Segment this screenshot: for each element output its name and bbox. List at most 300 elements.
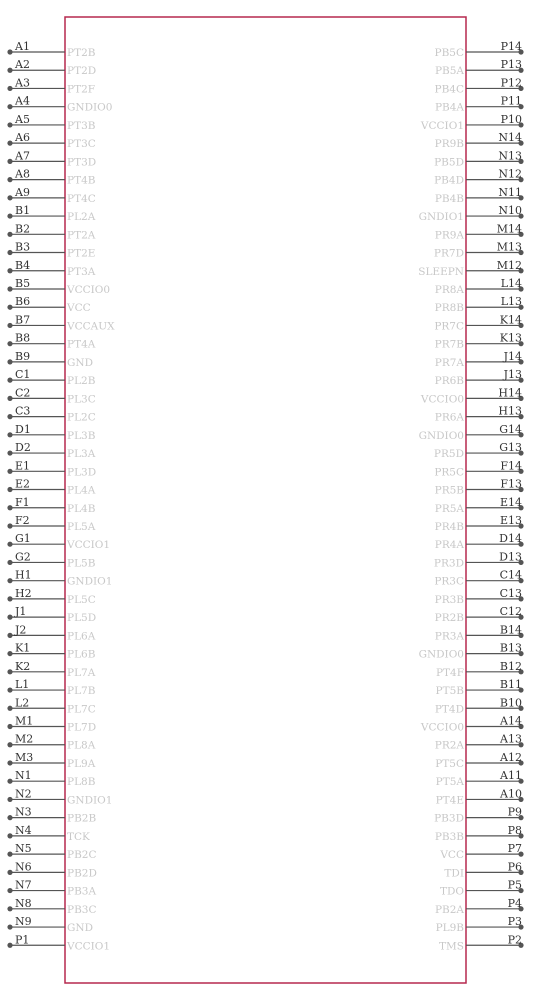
pin-endpoint-dot	[7, 286, 12, 291]
pin-number: C13	[499, 586, 522, 600]
pin-number: A9	[15, 185, 30, 199]
pin-number: N5	[15, 842, 32, 856]
pin-name: GNDIO0	[67, 101, 113, 114]
pin-name: PR6A	[434, 411, 464, 424]
pin-name: TDO	[439, 885, 464, 898]
pin-name: PR8A	[434, 283, 464, 296]
pin-name: PR2A	[434, 739, 464, 752]
left-pin	[7, 860, 96, 879]
right-pin	[420, 113, 524, 132]
pin-name: PB3B	[434, 830, 464, 843]
pin-number: H2	[15, 586, 32, 600]
right-pin	[434, 168, 523, 187]
pin-name: PT4B	[67, 174, 96, 187]
pin-number: E13	[499, 513, 522, 527]
pin-name: PL3C	[67, 393, 96, 406]
pin-endpoint-dot	[7, 232, 12, 237]
right-pin	[435, 532, 524, 551]
pin-number: B2	[15, 222, 31, 236]
pin-endpoint-dot	[7, 450, 12, 455]
right-pin	[435, 514, 524, 533]
pin-name: PT5C	[435, 757, 464, 770]
pin-name: TMS	[439, 940, 464, 953]
left-pin	[7, 623, 95, 642]
pin-number: C3	[15, 404, 31, 418]
pin-number: B3	[15, 240, 31, 254]
pin-name: PL4B	[67, 502, 96, 515]
right-pin	[435, 605, 524, 624]
pin-name: PL5D	[67, 612, 97, 625]
pin-endpoint-dot	[7, 414, 12, 419]
left-pin	[7, 40, 95, 59]
right-pin	[435, 332, 524, 351]
left-pin	[7, 423, 95, 442]
pin-endpoint-dot	[7, 104, 12, 109]
pin-number: P5	[507, 878, 522, 892]
right-pin	[420, 715, 524, 734]
pin-number: A12	[500, 750, 522, 764]
pin-number: H13	[498, 404, 522, 418]
pin-name: PL6B	[67, 648, 96, 661]
pin-endpoint-dot	[7, 122, 12, 127]
right-pin	[435, 405, 524, 424]
pin-endpoint-dot	[7, 542, 12, 547]
pin-number: L14	[500, 276, 522, 290]
pin-endpoint-dot	[7, 250, 12, 255]
pin-endpoint-dot	[7, 560, 12, 565]
pin-endpoint-dot	[7, 852, 12, 857]
right-pin	[434, 313, 523, 332]
pin-name: VCCIO0	[420, 721, 464, 734]
pin-name: VCCAUX	[67, 320, 115, 333]
pin-name: PR2B	[434, 612, 464, 625]
pin-number: D14	[499, 532, 522, 546]
pin-name: PL2C	[67, 411, 96, 424]
pin-name: PB3D	[434, 812, 464, 825]
left-pin	[7, 879, 96, 898]
pin-number: C2	[15, 386, 31, 400]
pin-number: P9	[507, 805, 522, 819]
left-pin	[7, 131, 95, 150]
right-pin	[436, 660, 524, 679]
pin-endpoint-dot	[7, 341, 12, 346]
pin-name: PT4D	[434, 703, 464, 716]
pin-number: C12	[499, 605, 522, 619]
right-pin	[440, 879, 524, 898]
right-pin	[435, 186, 524, 205]
right-pin	[419, 642, 524, 661]
pin-endpoint-dot	[7, 888, 12, 893]
pin-number: P1	[15, 933, 30, 947]
pin-endpoint-dot	[7, 396, 12, 401]
pin-name: PR3D	[433, 557, 464, 570]
pin-number: N6	[15, 860, 32, 874]
pin-number: G2	[15, 550, 31, 564]
pin-name: VCC	[67, 302, 91, 315]
pin-number: J1	[15, 605, 27, 619]
pin-endpoint-dot	[7, 469, 12, 474]
right-pin	[434, 806, 523, 825]
pin-endpoint-dot	[7, 195, 12, 200]
pin-endpoint-dot	[7, 706, 12, 711]
pin-number: B11	[499, 678, 522, 692]
pin-number: B4	[15, 258, 31, 272]
pin-endpoint-dot	[7, 596, 12, 601]
pin-name: PR9B	[434, 138, 464, 151]
pin-number: B8	[15, 331, 31, 345]
pin-endpoint-dot	[7, 615, 12, 620]
pin-number: N3	[15, 805, 32, 819]
pin-name: PT2B	[67, 47, 96, 59]
pin-endpoint-dot	[7, 906, 12, 911]
left-pin	[7, 186, 95, 205]
left-pin	[7, 386, 95, 405]
right-pin	[436, 678, 524, 697]
pin-number: L2	[15, 696, 30, 710]
right-pin	[434, 149, 523, 168]
pin-number: M12	[496, 258, 522, 272]
pin-name: TCK	[67, 830, 90, 843]
pin-number: N13	[498, 149, 522, 163]
pin-endpoint-dot	[7, 141, 12, 146]
pin-name: SLEEPN	[418, 265, 464, 278]
pin-number: A10	[500, 787, 522, 801]
pin-name: PT3B	[67, 119, 96, 132]
left-pin	[7, 496, 95, 515]
left-pin	[7, 769, 95, 788]
pin-name: PL3D	[67, 466, 97, 479]
right-pin	[435, 623, 524, 642]
right-pin	[435, 295, 524, 314]
left-pin	[7, 459, 96, 478]
pin-endpoint-dot	[7, 432, 12, 437]
pin-number: L1	[15, 678, 30, 692]
pin-name: PL9B	[435, 922, 464, 935]
left-pin	[7, 277, 110, 296]
pin-number: D1	[15, 422, 31, 436]
pin-endpoint-dot	[7, 760, 12, 765]
pin-number: J2	[15, 623, 27, 637]
pin-number: B14	[499, 623, 522, 637]
left-pin	[7, 222, 95, 241]
pin-number: N11	[498, 185, 522, 199]
pin-number: A3	[15, 76, 30, 90]
pin-endpoint-dot	[7, 68, 12, 73]
left-pin	[7, 168, 95, 187]
pin-endpoint-dot	[7, 943, 12, 948]
pin-name: PL5B	[67, 557, 96, 570]
left-pin	[7, 441, 95, 460]
pin-name: GND	[67, 356, 93, 369]
pin-endpoint-dot	[7, 633, 12, 638]
pin-number: N8	[15, 896, 32, 910]
pin-endpoint-dot	[7, 797, 12, 802]
right-pin	[435, 587, 524, 606]
pin-name: PL2A	[67, 211, 96, 224]
right-pin	[434, 459, 523, 478]
pin-name: GNDIO1	[67, 794, 113, 807]
pin-number: N10	[498, 204, 522, 218]
right-pin	[435, 496, 524, 515]
pin-number: E14	[499, 495, 522, 509]
pin-number: K14	[499, 313, 522, 327]
pin-name: VCC	[440, 849, 464, 862]
right-pin	[435, 95, 524, 114]
pin-number: B5	[15, 276, 31, 290]
pin-number: B9	[15, 349, 31, 363]
left-pin	[7, 787, 112, 806]
pin-name: PT3A	[67, 265, 96, 278]
pin-number: E2	[15, 477, 31, 491]
left-pin	[7, 259, 95, 278]
left-pin	[7, 58, 96, 77]
left-pin	[7, 678, 95, 697]
pin-number: E1	[15, 459, 31, 473]
pin-number: H1	[15, 568, 32, 582]
pin-number: N4	[15, 823, 32, 837]
pin-name: PB2D	[67, 867, 97, 880]
left-pin	[7, 569, 112, 588]
pin-number: A5	[15, 112, 30, 126]
right-pin	[434, 241, 524, 260]
pin-name: PR5B	[434, 484, 464, 497]
right-pin	[419, 204, 524, 223]
right-pin	[436, 787, 524, 806]
pin-number: D13	[499, 550, 522, 564]
pin-number: K1	[15, 641, 31, 655]
pin-name: PB5A	[434, 65, 464, 78]
pin-number: F1	[15, 495, 30, 509]
right-pin	[435, 478, 524, 497]
pin-number: L13	[500, 295, 522, 309]
pin-name: PT4E	[435, 794, 464, 807]
pin-endpoint-dot	[7, 49, 12, 54]
pin-endpoint-dot	[7, 779, 12, 784]
pin-name: PR7B	[434, 338, 464, 351]
right-pin	[436, 769, 524, 788]
pin-number: A11	[500, 769, 522, 783]
left-pin	[7, 696, 95, 715]
pin-name: PL7B	[67, 685, 96, 698]
pin-number: N1	[15, 769, 32, 783]
pin-number: N9	[15, 915, 32, 929]
pin-name: PT2A	[67, 229, 96, 242]
pin-endpoint-dot	[7, 323, 12, 328]
right-pin	[435, 897, 524, 916]
pin-number: H14	[498, 386, 522, 400]
pin-name: PR3B	[434, 593, 464, 606]
left-pin	[7, 897, 96, 916]
pin-name: PL7D	[67, 721, 97, 734]
pin-name: PT5B	[435, 685, 464, 698]
pin-number: N14	[498, 131, 522, 145]
left-pin	[7, 733, 95, 752]
pin-name: PL7A	[67, 666, 96, 679]
right-pin	[435, 751, 523, 770]
left-pin-column	[7, 40, 115, 952]
pin-name: VCCIO0	[67, 283, 111, 296]
pin-number: M2	[15, 732, 34, 746]
pin-name: PB2C	[67, 849, 97, 862]
pin-number: M14	[496, 222, 522, 236]
pin-number: A4	[15, 94, 30, 108]
pin-name: TDI	[444, 867, 464, 880]
pin-name: PL3B	[67, 429, 96, 442]
pin-number: P8	[507, 823, 522, 837]
pin-endpoint-dot	[7, 924, 12, 929]
pin-number: B7	[15, 313, 31, 327]
pin-number: P4	[507, 896, 522, 910]
pin-number: K2	[15, 659, 31, 673]
pin-name: VCCIO0	[420, 393, 464, 406]
pin-name: PR5C	[434, 466, 464, 479]
left-pin	[7, 660, 95, 679]
left-pin	[7, 824, 90, 843]
right-pin	[418, 259, 523, 278]
pin-endpoint-dot	[7, 523, 12, 528]
right-pin	[439, 933, 524, 952]
right-pin	[435, 350, 524, 369]
pin-endpoint-dot	[7, 505, 12, 510]
pin-endpoint-dot	[7, 86, 12, 91]
left-pin	[7, 95, 112, 114]
left-pin	[7, 715, 96, 734]
pin-endpoint-dot	[7, 687, 12, 692]
pin-number: D2	[15, 441, 31, 455]
right-pin	[444, 860, 523, 879]
pin-name: PT2D	[67, 65, 97, 78]
pin-number: B12	[499, 659, 522, 673]
pin-number: P10	[500, 112, 522, 126]
pin-number: N12	[498, 167, 522, 181]
right-pin	[434, 569, 523, 588]
pin-number: F13	[500, 477, 522, 491]
left-pin	[7, 332, 95, 351]
right-pin	[435, 824, 524, 843]
pin-name: PT4A	[67, 338, 96, 351]
left-pin	[7, 842, 96, 861]
pin-endpoint-dot	[7, 359, 12, 364]
pin-number: J13	[503, 368, 522, 382]
pin-name: PR9A	[434, 229, 464, 242]
right-pin	[436, 915, 524, 934]
right-pin	[435, 131, 524, 150]
pin-name: PR5D	[433, 448, 464, 461]
right-pin	[434, 441, 524, 460]
pin-name: PT2F	[67, 83, 96, 96]
right-pin-column	[418, 40, 523, 952]
right-pin	[435, 40, 524, 59]
pin-name: PB4B	[434, 192, 464, 205]
pin-number: F14	[500, 459, 522, 473]
left-pin	[7, 915, 93, 934]
pin-name: PT5A	[435, 776, 464, 789]
pin-number: G1	[15, 532, 31, 546]
pin-number: P6	[507, 860, 522, 874]
left-pin	[7, 350, 93, 369]
pin-number: N2	[15, 787, 32, 801]
pin-name: PL8B	[67, 776, 96, 789]
pin-name: PB2A	[434, 903, 464, 916]
left-pin	[7, 313, 115, 332]
pin-number: J14	[503, 349, 522, 363]
pin-name: PL3A	[67, 448, 96, 461]
pin-name: PT4C	[67, 192, 96, 205]
pin-number: P14	[500, 40, 522, 53]
pin-endpoint-dot	[7, 177, 12, 182]
pin-name: PR4A	[434, 539, 464, 552]
right-pin	[439, 842, 523, 861]
pin-name: PR6B	[434, 375, 464, 388]
pin-number: M13	[496, 240, 522, 254]
pin-number: P13	[500, 58, 522, 72]
pin-endpoint-dot	[7, 159, 12, 164]
pin-name: PT2E	[67, 247, 96, 260]
pin-endpoint-dot	[7, 833, 12, 838]
pin-number: M1	[15, 714, 34, 728]
pin-name: PL7C	[67, 703, 96, 716]
pin-endpoint-dot	[7, 578, 12, 583]
left-pin	[7, 149, 96, 168]
left-pin	[7, 204, 95, 223]
pin-endpoint-dot	[7, 669, 12, 674]
pin-name: VCCIO1	[420, 119, 464, 132]
pin-number: C1	[15, 368, 31, 382]
pin-endpoint-dot	[7, 378, 12, 383]
left-pin	[7, 113, 95, 132]
pin-name: PR3C	[434, 575, 464, 588]
pin-endpoint-dot	[7, 815, 12, 820]
pin-name: PR7D	[433, 247, 464, 260]
pin-name: PB4A	[434, 101, 464, 114]
left-pin	[7, 405, 95, 424]
pin-number: A8	[15, 167, 30, 181]
right-pin	[419, 423, 524, 442]
pin-number: G13	[499, 441, 522, 455]
left-pin	[7, 587, 95, 606]
pin-endpoint-dot	[7, 870, 12, 875]
pin-name: GNDIO1	[67, 575, 113, 588]
pin-name: PL2B	[67, 375, 96, 388]
left-pin	[7, 241, 95, 260]
right-pin	[435, 368, 524, 387]
left-pin	[7, 478, 95, 497]
pin-name: PL8A	[67, 739, 96, 752]
left-pin	[7, 368, 95, 387]
pin-number: B6	[15, 295, 31, 309]
pin-number: B10	[499, 696, 522, 710]
pin-number: P2	[507, 933, 522, 947]
pin-number: A14	[500, 714, 522, 728]
left-pin	[7, 605, 96, 624]
left-pin	[7, 751, 95, 770]
pin-name: PB5C	[434, 47, 464, 59]
left-pin	[7, 806, 96, 825]
pin-name: GNDIO1	[418, 211, 464, 224]
pin-name: PT3D	[67, 156, 97, 169]
pin-number: P3	[507, 915, 522, 929]
pin-name: PB4C	[434, 83, 464, 96]
left-pin	[7, 933, 110, 952]
pin-number: K13	[499, 331, 522, 345]
pin-name: PL5C	[67, 593, 96, 606]
pin-number: A2	[15, 58, 30, 72]
right-pin	[435, 696, 524, 715]
pin-number: P7	[507, 842, 522, 856]
pin-name: PR7C	[434, 320, 464, 333]
left-pin	[7, 642, 95, 661]
pin-name: PL5A	[67, 520, 96, 533]
